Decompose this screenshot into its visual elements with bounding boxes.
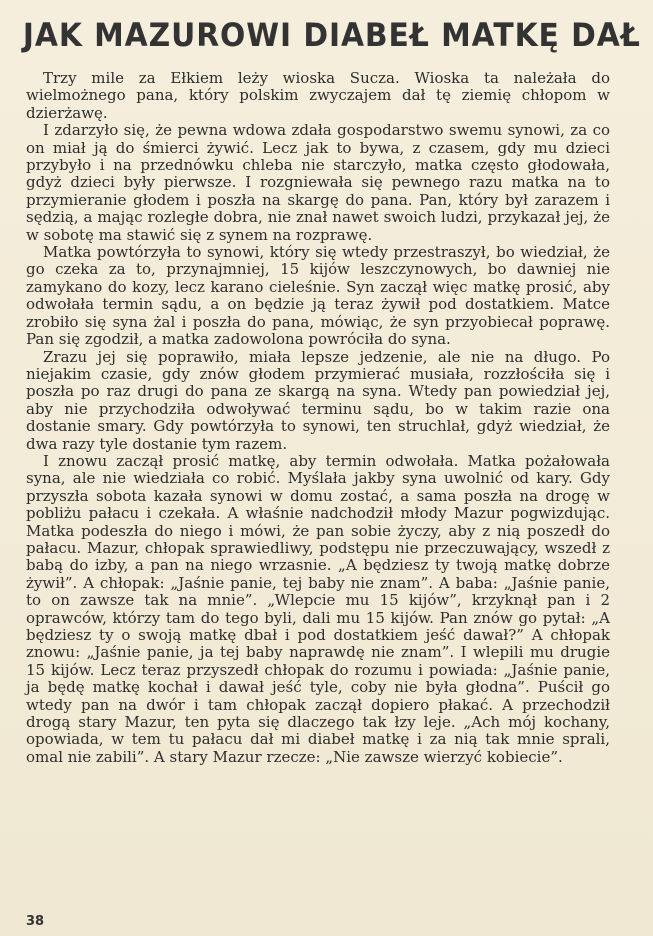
- page-title: JAK MAZUROWI DIABEŁ MATKĘ DAŁ: [22, 16, 641, 54]
- paragraph: Zrazu jej się poprawiło, miała lepsze jedzenie, ale nie na długo. Po niejakim czasie, gdy znów głodem przymierać musiała, rozzłościła się i poszła po raz drugi do pana ze skargą na syna. Wtedy pan powiedział jej, aby nie przychodziła odwoływać terminu sądu, bo w takim razie ona dostanie smary. Gdy powtórzyła to synowi, ten struchlał, gdyż wiedział, że dwa razy tyle dostanie tym razem.: [26, 347, 610, 453]
- paragraph: I zdarzyło się, że pewna wdowa zdała gospodarstwo swemu synowi, za co on miał ją do śmierci żywić. Lecz jak to bywa, z czasem, gdy mu dzieci przybyło i na przednówku chleba nie starczyło, matka często głodowała, gdyż dzieci były pierwsze. I rozgniewała się pewnego razu matka na to przymieranie głodem i poszła na skargę do pana. Pan, który był zarazem i sędzią, a mając rozległe dobra, nie znał nawet swoich ludzi, przykazał jej, że w sobotę ma stawić się z synem na rozprawę.: [26, 121, 610, 244]
- paragraph: I znowu zaczął prosić matkę, aby termin odwołała. Matka pożałowała syna, ale nie wiedziała co robić. Myślała jakby syna uwolnić od kary. Gdy przyszła sobota kazała synowi w domu zostać, a sama poszła na drogę w pobliżu pałacu i czekała. A właśnie nadchodził młody Mazur pogwizdując. Matka podeszła do niego i mówi, że pan sobie życzy, aby z nią poszedł do pałacu. Mazur, chłopak sprawiedliwy, podstępu nie przeczuwający, wszedł z babą do izby, a pan na niego wrzasnie. „A będziesz ty twoją matkę dobrze żywił”. A chłopak: „Jaśnie panie, tej baby nie znam”. A baba: „Jaśnie panie, to on zawsze tak na mnie”. „Wlepcie mu 15 kijów”, krzyknął pan i 2 oprawców, którzy tam do tego byli, dali mu 15 kijów. Pan znów go pytał: „A będziesz ty o swoją matkę dbał i pod dostatkiem jeść dawał?” A chłopak znowu: „Jaśnie panie, ja tej baby naprawdę nie znam”. I wlepili mu drugie 15 kijów. Lecz teraz przyszedł chłopak do rozumu i powiada: „Jaśnie panie, ja będę matkę kochał i dawał jeść tyle, coby nie była głodna”. Puścił go wtedy pan na dwór i tam chłopak zaczął dopiero płakać. A przechodził drogą stary Mazur, ten pyta się dlaczego tak łzy leje. „Ach mój kochany, opowiada, w tem tu pałacu dał mi diabeł matkę i za nią tak mnie sprali, omal nie zabili”. A stary Mazur rzecze: „Nie zawsze wierzyć kobiecie”.: [26, 451, 610, 766]
- paragraph: Matka powtórzyła to synowi, który się wtedy przestraszył, bo wiedział, że go czeka za to, przynajmniej, 15 kijów leszczynowych, bo dawniej nie zamykano do kozy, lecz karano cieleśnie. Syn zaczął więc matkę prosić, aby odwołała termin sądu, a on będzie ją teraz żywił pod dostatkiem. Matce zrobiło się syna żal i poszła do pana, mówiąc, że syn przyobiecał poprawę. Pan się zgodził, a matka zadowolona powróciła do syna.: [26, 243, 610, 349]
- story-text: [26, 70, 610, 766]
- paragraph: Trzy mile za Ełkiem leży wioska Sucza. Wioska ta należała do wielmożnego pana, który polskim zwyczajem dał tę ziemię chłopom w dzierżawę.: [26, 69, 610, 122]
- page-number: 38: [26, 914, 45, 929]
